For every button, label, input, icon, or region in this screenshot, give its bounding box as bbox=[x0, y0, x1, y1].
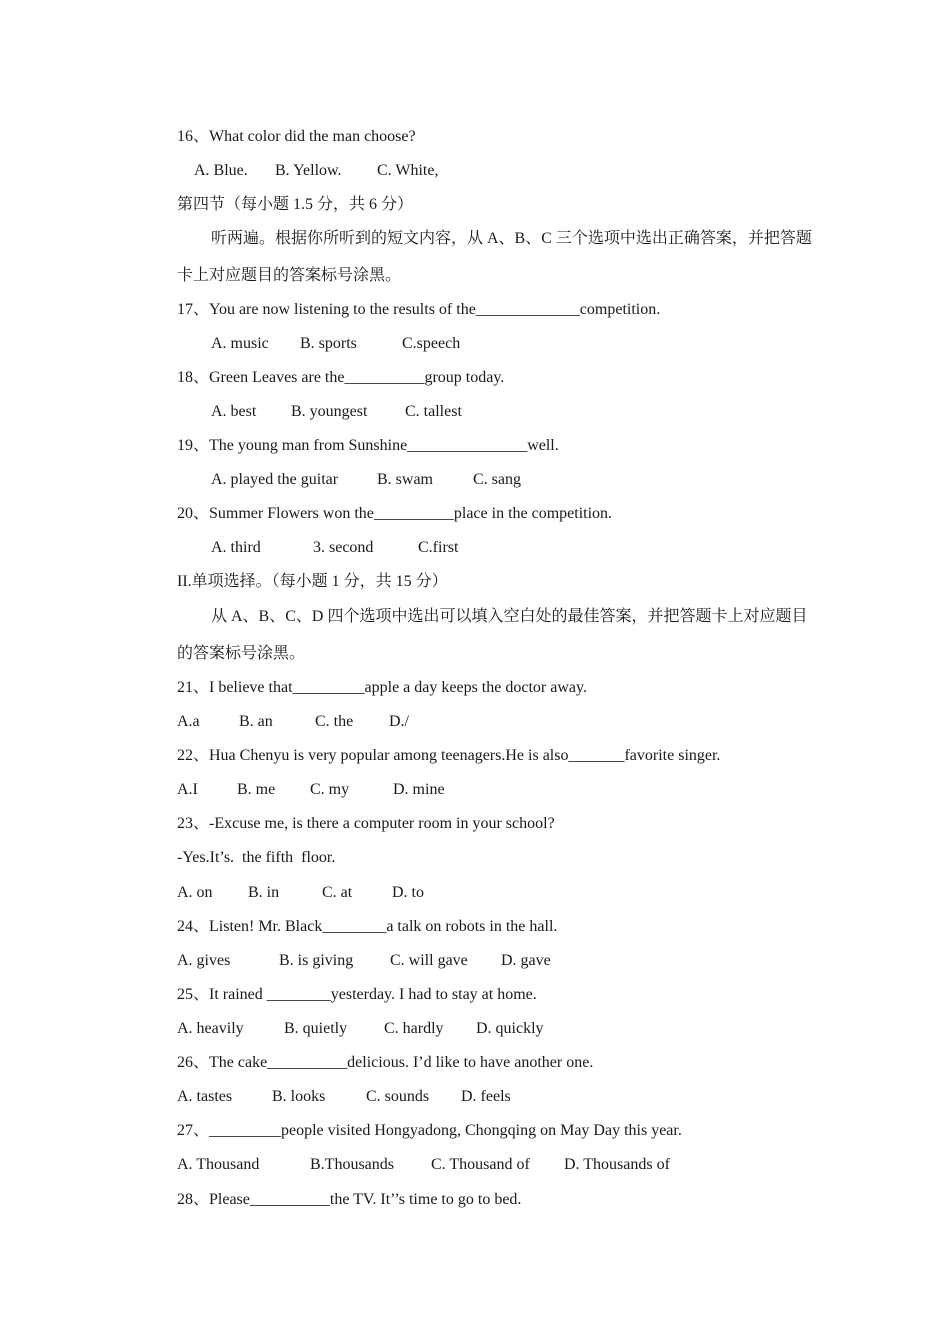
question-21-option-a: A.a bbox=[177, 713, 200, 730]
question-26-option-b: B. looks bbox=[272, 1088, 326, 1105]
question-17-option-b: B. sports bbox=[300, 335, 357, 352]
question-25-option-a: A. heavily bbox=[177, 1020, 244, 1037]
question-16-option-a: A. Blue. bbox=[194, 162, 248, 179]
question-22-option-b: B. me bbox=[237, 781, 276, 798]
question-26-option-a: A. tastes bbox=[177, 1088, 233, 1105]
question-17-stem: 17、You are now listening to the results of the_____________competition. bbox=[177, 301, 661, 318]
question-18-option-a: A. best bbox=[211, 403, 257, 420]
question-27-option-d: D. Thousands of bbox=[564, 1156, 670, 1173]
question-21-option-d: D./ bbox=[389, 713, 409, 730]
question-27-option-c: C. Thousand of bbox=[431, 1156, 530, 1173]
question-25-option-b: B. quietly bbox=[284, 1020, 348, 1037]
part-ii-heading: II.单项选择。（每小题 1 分，共 15 分） bbox=[177, 573, 448, 590]
question-17-option-c: C.speech bbox=[402, 335, 461, 352]
part-ii-instruction-line-2: 的答案标号涂黑。 bbox=[177, 645, 306, 662]
question-24-option-c: C. will gave bbox=[390, 952, 468, 969]
question-23-option-c: C. at bbox=[322, 884, 353, 901]
question-16-option-c: C. White, bbox=[377, 162, 439, 179]
question-18-option-c: C. tallest bbox=[405, 403, 462, 420]
question-23-option-d: D. to bbox=[392, 884, 424, 901]
question-24-option-d: D. gave bbox=[501, 952, 551, 969]
question-19-option-c: C. sang bbox=[473, 471, 521, 488]
question-25-option-d: D. quickly bbox=[476, 1020, 544, 1037]
question-22-option-c: C. my bbox=[310, 781, 350, 798]
question-24-option-a: A. gives bbox=[177, 952, 231, 969]
question-21-option-b: B. an bbox=[239, 713, 273, 730]
question-16-option-b: B. Yellow. bbox=[275, 162, 342, 179]
question-19-stem: 19、The young man from Sunshine_______________well. bbox=[177, 437, 559, 454]
question-18-stem: 18、Green Leaves are the__________group today. bbox=[177, 369, 505, 386]
question-26-option-c: C. sounds bbox=[366, 1088, 430, 1105]
section-4-instruction-line-2: 卡上对应题目的答案标号涂黑。 bbox=[177, 267, 402, 284]
question-19-option-b: B. swam bbox=[377, 471, 433, 488]
question-23-option-a: A. on bbox=[177, 884, 213, 901]
question-25-stem: 25、It rained ________yesterday. I had to stay at home. bbox=[177, 986, 537, 1003]
question-23-option-b: B. in bbox=[248, 884, 280, 901]
question-20-option-c: C.first bbox=[418, 539, 459, 556]
question-19-option-a: A. played the guitar bbox=[211, 471, 339, 488]
question-26-option-d: D. feels bbox=[461, 1088, 511, 1105]
question-25-option-c: C. hardly bbox=[384, 1020, 444, 1037]
question-22-option-a: A.I bbox=[177, 781, 198, 798]
question-27-stem: 27、_________people visited Hongyadong, Chongqing on May Day this year. bbox=[177, 1122, 682, 1139]
question-21-option-c: C. the bbox=[315, 713, 354, 730]
question-22-option-d: D. mine bbox=[393, 781, 445, 798]
question-17-option-a: A. music bbox=[211, 335, 269, 352]
question-28-stem: 28、Please__________the TV. It’’s time to go to bed. bbox=[177, 1191, 522, 1208]
question-20-option-b: 3. second bbox=[313, 539, 374, 556]
question-16-stem: 16、What color did the man choose? bbox=[177, 128, 416, 145]
question-23-stem: 23、-Excuse me, is there a computer room in your school? bbox=[177, 815, 555, 832]
question-23-dialogue-reply: -Yes.It’s. the fifth floor. bbox=[177, 849, 336, 866]
section-4-heading: 第四节（每小题 1.5 分，共 6 分） bbox=[177, 196, 414, 213]
question-26-stem: 26、The cake__________delicious. I’d like to have another one. bbox=[177, 1054, 594, 1071]
question-24-stem: 24、Listen! Mr. Black________a talk on robots in the hall. bbox=[177, 918, 558, 935]
question-20-stem: 20、Summer Flowers won the__________place in the competition. bbox=[177, 505, 613, 522]
question-27-option-b: B.Thousands bbox=[310, 1156, 394, 1173]
section-4-instruction-line-1: 听两遍。根据你所听到的短文内容，从 A、B、C 三个选项中选出正确答案，并把答题 bbox=[211, 230, 812, 247]
question-20-option-a: A. third bbox=[211, 539, 261, 556]
question-18-option-b: B. youngest bbox=[291, 403, 368, 420]
question-22-stem: 22、Hua Chenyu is very popular among teenagers.He is also_______favorite singer. bbox=[177, 747, 721, 764]
part-ii-instruction-line-1: 从 A、B、C、D 四个选项中选出可以填入空白处的最佳答案，并把答题卡上对应题目 bbox=[211, 608, 808, 625]
question-24-option-b: B. is giving bbox=[279, 952, 354, 969]
question-27-option-a: A. Thousand bbox=[177, 1156, 260, 1173]
question-21-stem: 21、I believe that_________apple a day keeps the doctor away. bbox=[177, 679, 587, 696]
